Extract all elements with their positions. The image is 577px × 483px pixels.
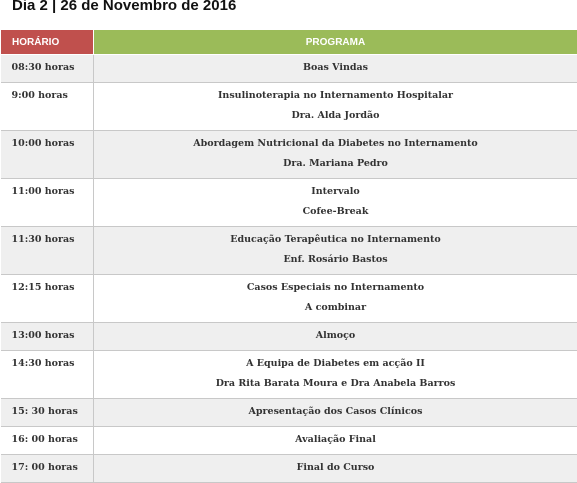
table-row — [1, 323, 577, 351]
row-time: 9:00 horas — [12, 83, 94, 102]
row-title: Insulinoterapia no Internamento Hospitalar — [94, 83, 577, 102]
table-row — [1, 55, 577, 83]
row-time: 13:00 horas — [12, 323, 94, 342]
row-speaker: Cofee-Break — [94, 198, 577, 218]
table-row — [1, 399, 577, 427]
row-time: 15: 30 horas — [12, 399, 94, 418]
table-header-row — [1, 30, 577, 55]
page-title: Dia 2 | 26 de Novembro de 2016 — [12, 0, 236, 14]
row-time: 16: 00 horas — [12, 427, 94, 446]
row-title: Abordagem Nutricional da Diabetes no Internamento — [94, 131, 577, 150]
table-row — [1, 83, 577, 131]
row-speaker: A combinar — [94, 294, 577, 314]
table-row — [1, 131, 577, 179]
table-row — [1, 455, 577, 483]
row-speaker: Dra. Alda Jordão — [94, 102, 577, 122]
row-time: 11:30 horas — [12, 227, 94, 246]
row-time: 12:15 horas — [12, 275, 94, 294]
row-title: Intervalo — [94, 179, 577, 198]
row-title: Avaliação Final — [94, 427, 577, 446]
row-title: Final do Curso — [94, 455, 577, 474]
row-time: 17: 00 horas — [12, 455, 94, 474]
table-row — [1, 275, 577, 323]
row-speaker: Dra Rita Barata Moura e Dra Anabela Barros — [94, 370, 577, 390]
header-time: HORÁRIO — [1, 30, 94, 55]
row-title: Casos Especiais no Internamento — [94, 275, 577, 294]
table-row — [1, 227, 577, 275]
row-title: Boas Vindas — [94, 55, 577, 74]
table-row — [1, 351, 577, 399]
row-title: A Equipa de Diabetes em acção II — [94, 351, 577, 370]
row-time: 11:00 horas — [12, 179, 94, 198]
row-title: Apresentação dos Casos Clínicos — [94, 399, 577, 418]
row-time: 10:00 horas — [12, 131, 94, 150]
row-time: 08:30 horas — [12, 55, 94, 74]
table-row — [1, 179, 577, 227]
row-speaker: Enf. Rosário Bastos — [94, 246, 577, 266]
row-title: Educação Terapêutica no Internamento — [94, 227, 577, 246]
header-program: PROGRAMA — [94, 30, 577, 55]
table-row — [1, 427, 577, 455]
row-title: Almoço — [94, 323, 577, 342]
row-time: 14:30 horas — [12, 351, 94, 370]
schedule-table — [0, 29, 577, 483]
row-speaker: Dra. Mariana Pedro — [94, 150, 577, 170]
